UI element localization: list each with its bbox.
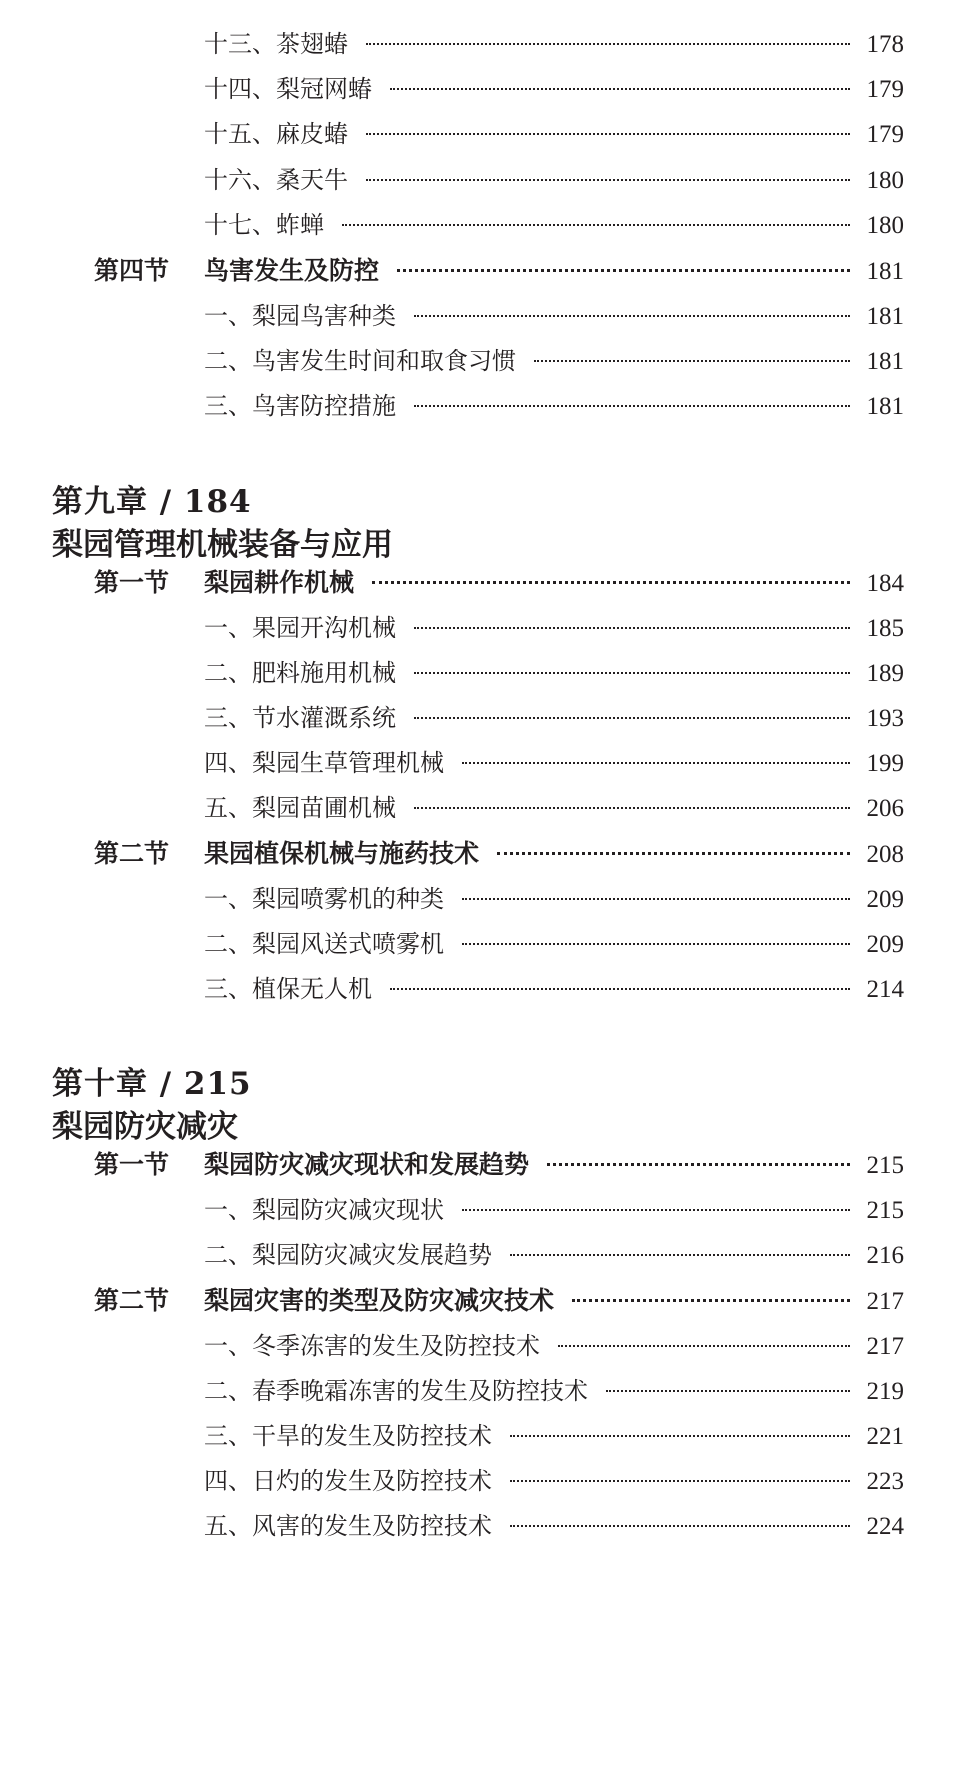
page-number: 206	[866, 795, 904, 822]
page-number: 179	[866, 121, 904, 148]
dot-leader	[510, 1254, 850, 1256]
entry-title: 四、日灼的发生及防控技术	[204, 1467, 492, 1495]
toc-entry[interactable]	[204, 24, 904, 59]
toc-entry[interactable]	[204, 296, 904, 331]
entry-title: 二、肥料施用机械	[204, 659, 396, 687]
page-number: 223	[866, 1468, 904, 1495]
entry-title: 二、梨园风送式喷雾机	[204, 930, 444, 958]
entry-title: 十五、麻皮蝽	[204, 120, 348, 148]
dot-leader	[366, 179, 850, 181]
toc-entry[interactable]	[204, 1190, 904, 1225]
entry-title: 三、干旱的发生及防控技术	[204, 1422, 492, 1450]
page-number: 189	[866, 660, 904, 687]
page-number: 215	[866, 1152, 904, 1179]
toc-entry[interactable]	[204, 969, 904, 1004]
entry-title: 十七、蚱蝉	[204, 211, 324, 239]
entry-title: 三、植保无人机	[204, 975, 372, 1003]
section-label: 第二节	[94, 1286, 170, 1315]
dot-leader	[462, 762, 850, 764]
toc-entry[interactable]	[204, 788, 904, 823]
entry-title: 五、风害的发生及防控技术	[204, 1512, 492, 1540]
toc-entry[interactable]	[204, 341, 904, 376]
toc-entry[interactable]	[204, 879, 904, 914]
page-number: 178	[866, 31, 904, 58]
dot-leader	[390, 988, 850, 990]
toc-entry[interactable]	[204, 924, 904, 959]
section-label: 第一节	[94, 1150, 170, 1179]
dot-leader	[372, 581, 850, 584]
entry-title: 二、鸟害发生时间和取食习惯	[204, 347, 516, 375]
page-number: 209	[866, 931, 904, 958]
toc-entry[interactable]	[204, 386, 904, 421]
entry-title: 二、春季晚霜冻害的发生及防控技术	[204, 1377, 588, 1405]
toc-entry[interactable]	[204, 1461, 904, 1496]
section-title: 梨园灾害的类型及防灾减灾技术	[204, 1286, 555, 1315]
page-number: 184	[866, 570, 904, 597]
page-number: 193	[866, 705, 904, 732]
dot-leader	[462, 1209, 850, 1211]
dot-leader	[414, 672, 850, 674]
dot-leader	[510, 1525, 850, 1527]
toc-section-entry[interactable]	[94, 834, 904, 870]
entry-title: 三、鸟害防控措施	[204, 392, 396, 420]
chapter-title[interactable]: 梨园管理机械装备与应用	[52, 527, 393, 563]
section-label: 第一节	[94, 568, 170, 597]
page-number: 180	[866, 212, 904, 239]
dot-leader	[366, 133, 850, 135]
chapter-heading[interactable]: 第九章 / 184	[52, 484, 252, 520]
page-number: 221	[866, 1423, 904, 1450]
toc-entry[interactable]	[204, 160, 904, 195]
toc-entry[interactable]	[204, 205, 904, 240]
dot-leader	[606, 1390, 850, 1392]
toc-entry[interactable]	[204, 69, 904, 104]
page-number: 209	[866, 886, 904, 913]
toc-entry[interactable]	[204, 1371, 904, 1406]
dot-leader	[497, 852, 850, 855]
page-number: 181	[866, 303, 904, 330]
toc-section-entry[interactable]	[94, 251, 904, 287]
page-number: 179	[866, 76, 904, 103]
dot-leader	[558, 1345, 850, 1347]
dot-leader	[462, 898, 850, 900]
page-number: 224	[866, 1513, 904, 1540]
entry-title: 一、冬季冻害的发生及防控技术	[204, 1332, 540, 1360]
dot-leader	[397, 269, 850, 272]
dot-leader	[414, 405, 850, 407]
page-number: 208	[866, 841, 904, 868]
dot-leader	[414, 717, 850, 719]
entry-title: 二、梨园防灾减灾发展趋势	[204, 1241, 492, 1269]
dot-leader	[462, 943, 850, 945]
page-number: 180	[866, 167, 904, 194]
section-label: 第二节	[94, 839, 170, 868]
page-number: 216	[866, 1242, 904, 1269]
page-number: 219	[866, 1378, 904, 1405]
entry-title: 一、梨园鸟害种类	[204, 302, 396, 330]
entry-title: 一、果园开沟机械	[204, 614, 396, 642]
toc-section-entry[interactable]	[94, 1281, 904, 1317]
toc-entry[interactable]	[204, 1326, 904, 1361]
page-number: 181	[866, 348, 904, 375]
toc-entry[interactable]	[204, 114, 904, 149]
dot-leader	[414, 315, 850, 317]
dot-leader	[414, 627, 850, 629]
page-number: 217	[866, 1288, 904, 1315]
chapter-title[interactable]: 梨园防灾减灾	[52, 1109, 238, 1145]
dot-leader	[547, 1163, 850, 1166]
entry-title: 一、梨园防灾减灾现状	[204, 1196, 444, 1224]
entry-title: 十六、桑天牛	[204, 166, 348, 194]
entry-title: 一、梨园喷雾机的种类	[204, 885, 444, 913]
page-number: 181	[866, 393, 904, 420]
toc-entry[interactable]	[204, 1235, 904, 1270]
chapter-heading[interactable]: 第十章 / 215	[52, 1066, 252, 1102]
page-number: 215	[866, 1197, 904, 1224]
dot-leader	[572, 1299, 850, 1302]
dot-leader	[510, 1435, 850, 1437]
section-title: 果园植保机械与施药技术	[204, 839, 480, 868]
entry-title: 四、梨园生草管理机械	[204, 749, 444, 777]
page-number: 214	[866, 976, 904, 1003]
section-title: 梨园耕作机械	[204, 568, 355, 597]
section-title: 梨园防灾减灾现状和发展趋势	[204, 1150, 530, 1179]
dot-leader	[342, 224, 850, 226]
toc-section-entry[interactable]	[94, 563, 904, 599]
page-number: 185	[866, 615, 904, 642]
entry-title: 三、节水灌溉系统	[204, 704, 396, 732]
toc-entry[interactable]	[204, 698, 904, 733]
toc-entry[interactable]	[204, 608, 904, 643]
dot-leader	[534, 360, 850, 362]
dot-leader	[414, 807, 850, 809]
page-number: 217	[866, 1333, 904, 1360]
dot-leader	[366, 43, 850, 45]
entry-title: 十三、茶翅蝽	[204, 30, 348, 58]
entry-title: 十四、梨冠网蝽	[204, 75, 372, 103]
dot-leader	[390, 88, 850, 90]
dot-leader	[510, 1480, 850, 1482]
entry-title: 五、梨园苗圃机械	[204, 794, 396, 822]
section-title: 鸟害发生及防控	[204, 256, 380, 285]
toc-section-entry[interactable]	[94, 1145, 904, 1181]
section-label: 第四节	[94, 256, 170, 285]
toc-entry[interactable]	[204, 743, 904, 778]
toc-entry[interactable]	[204, 1506, 904, 1541]
page-number: 181	[866, 258, 904, 285]
page-number: 199	[866, 750, 904, 777]
toc-entry[interactable]	[204, 1416, 904, 1451]
toc-entry[interactable]	[204, 653, 904, 688]
